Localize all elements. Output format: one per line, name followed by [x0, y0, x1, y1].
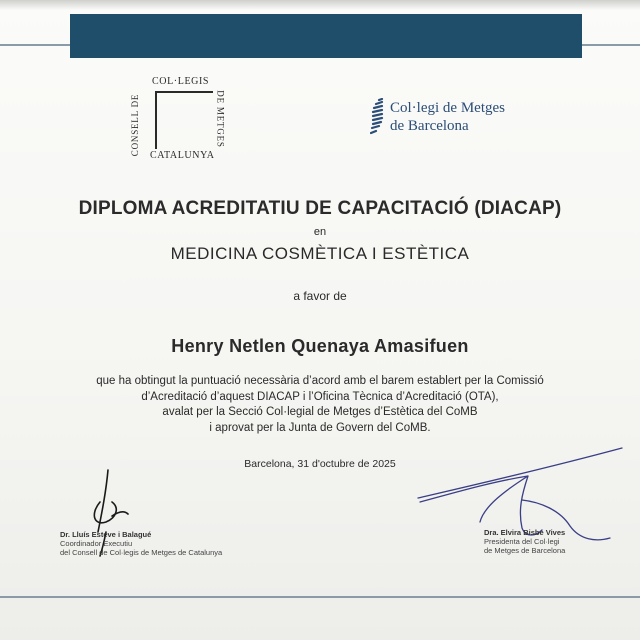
- connector-en: en: [313, 226, 327, 238]
- signer-left-role-2: del Consell de Col·legis de Metges de Catalunya: [60, 548, 223, 557]
- frame-line-left: [0, 44, 70, 46]
- diploma-body-text: [0, 374, 640, 436]
- consell-seal: [130, 76, 226, 164]
- seal-bottom-text: CATALUNYA: [150, 150, 215, 161]
- signer-left-name: Dr. Lluís Esteve i Balagué: [60, 530, 152, 539]
- diploma-subject: MEDICINA COSMÈTICA I ESTÈTICA: [170, 244, 470, 263]
- frame-line-bottom: [0, 596, 640, 598]
- signature-block-right: [410, 440, 630, 562]
- signer-left-role-1: Coordinador Executiu: [60, 539, 133, 548]
- signer-right-role-2: de Metges de Barcelona: [484, 546, 566, 555]
- diploma-title: DIPLOMA ACREDITATIU DE CAPACITACIÓ (DIACAP): [78, 198, 562, 219]
- comb-logo-line2: de Barcelona: [390, 118, 469, 134]
- body-line: avalat per la Secció Col·legial de Metges d’Estètica del CoMB: [162, 406, 478, 418]
- signer-right-role-1: Presidenta del Col·legi: [484, 537, 560, 546]
- seal-left-text: CONSELL DE: [130, 93, 141, 157]
- comb-logo-line1: Col·legi de Metges: [390, 100, 505, 116]
- signer-right-name: Dra. Elvira Bisbe Vives: [484, 528, 566, 537]
- seal-right-text: DE METGES: [215, 90, 226, 148]
- recipient-name: Henry Netlen Quenaya Amasifuen: [171, 336, 469, 356]
- comb-stacked-lines-icon: [370, 98, 384, 138]
- signature-block-left: [40, 462, 260, 562]
- seal-top-text: COL·LEGIS: [152, 76, 210, 87]
- comb-logo: [370, 98, 540, 138]
- header-color-bar: [70, 14, 582, 58]
- frame-line-right: [582, 44, 640, 46]
- body-line: que ha obtingut la puntuació necessària d’acord amb el barem establert per la Comissió: [96, 375, 544, 387]
- body-line: d’Acreditació d’aquest DIACAP i l’Oficina Tècnica d’Acreditació (OTA),: [141, 390, 499, 403]
- body-line: i aprovat per la Junta de Govern del CoMB.: [209, 421, 431, 434]
- place-and-date: Barcelona, 31 d'octubre de 2025: [244, 458, 396, 470]
- seal-corner-mark: [155, 91, 213, 149]
- a-favor-de: a favor de: [293, 289, 347, 303]
- top-shadow: [0, 0, 640, 10]
- comb-logo-name: [390, 99, 505, 135]
